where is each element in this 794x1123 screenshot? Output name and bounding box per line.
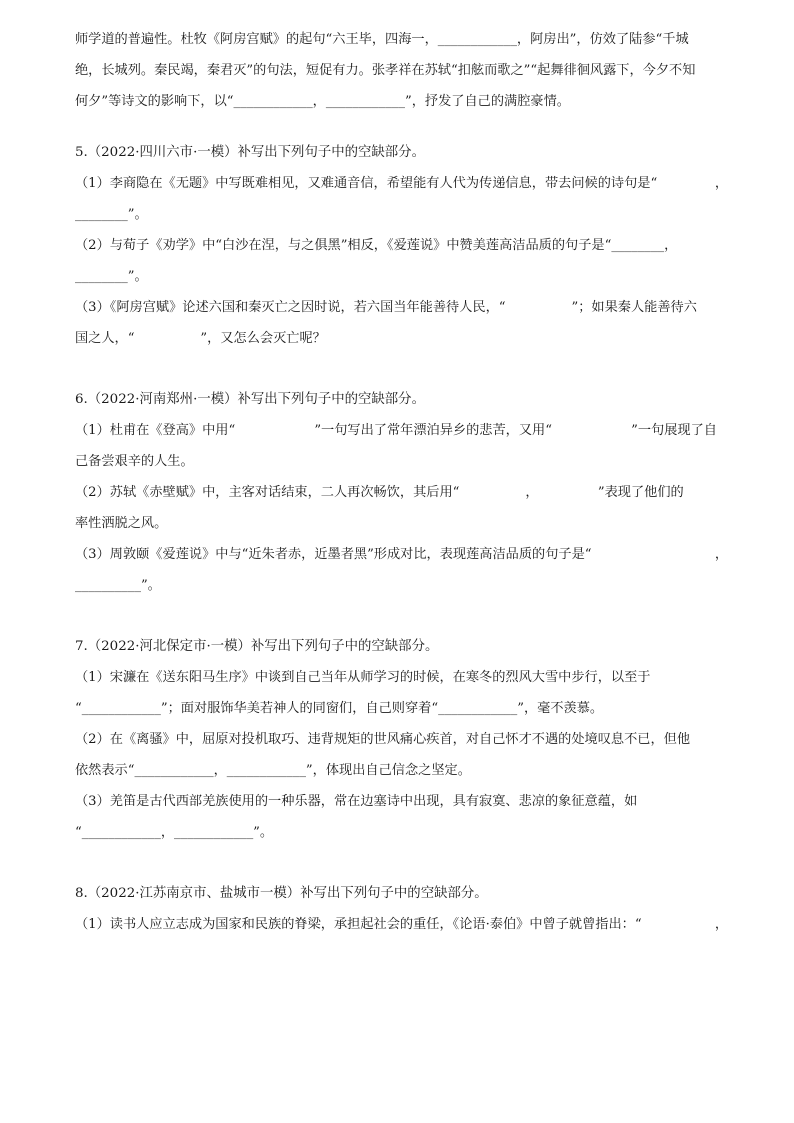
question-6-part-2-line-1: （2）苏轼《赤壁赋》中，主客对话结束，二人再次畅饮，其后用“ ， ”表现了他们的 <box>75 485 684 500</box>
question-5-part-3-line-2: 国之人，“ ”，又怎么会灭亡呢？ <box>75 331 326 346</box>
intro-line-3: 何夕”等诗文的影响下，以“____________，____________”，抒发了自己的满腔豪情。 <box>75 94 570 109</box>
intro-line-1: 师学道的普遍性。杜牧《阿房宫赋》的起句“六王毕，四海一，____________，阿房出”，仿效了陆参“千城 <box>75 32 689 47</box>
question-7-title: 7.（2022·河北保定市·一模）补写出下列句子中的空缺部分。 <box>75 639 439 654</box>
q8-p1-text: （1）读书人应立志成为国家和民族的脊梁，承担起社会的重任，《论语·泰伯》中曾子就曾指出：“ <box>75 917 642 932</box>
q6-p3-text: （3）周敦颐《爱莲说》中与“近朱者赤，近墨者黑”形成对比，表现莲高洁品质的句子是“ <box>75 547 592 562</box>
q5-p1-comma: ， <box>714 176 728 191</box>
question-5-part-1-line-2: ________”。 <box>75 207 148 222</box>
question-6-part-3-line-1 <box>75 545 728 565</box>
question-5-part-3-line-1: （3）《阿房宫赋》论述六国和秦灭亡之因时说，若六国当年能善待人民，“ ”；如果秦人能善待六 <box>75 300 697 315</box>
question-7-part-2-line-1: （2）在《离骚》中，屈原对投机取巧、违背规矩的世风痛心疾首，对自己怀才不遇的处境叹息不已，但他 <box>75 732 691 747</box>
question-6-part-3-line-2: __________”。 <box>75 578 161 593</box>
question-6-part-2-line-2: 率性洒脱之风。 <box>75 516 168 531</box>
question-8-title: 8.（2022·江苏南京市、盐城市一模）补写出下列句子中的空缺部分。 <box>75 886 488 901</box>
question-6-part-1-line-2: 己备尝艰辛的人生。 <box>75 454 194 469</box>
question-6-title: 6.（2022·河南郑州·一模）补写出下列句子中的空缺部分。 <box>75 392 425 407</box>
question-5-title: 5.（2022·四川六市·一模）补写出下列句子中的空缺部分。 <box>75 145 425 160</box>
question-5-part-2-line-1: （2）与荀子《劝学》中“白沙在涅，与之俱黑”相反，《爱莲说》中赞美莲高洁品质的句子是“________， <box>75 238 678 253</box>
question-7-part-3-line-1: （3）羌笛是古代西部羌族使用的一种乐器，常在边塞诗中出现，具有寂寞、悲凉的象征意蕴，如 <box>75 794 638 809</box>
question-6-part-1-line-1: （1）杜甫在《登高》中用“ ”一句写出了常年漂泊异乡的悲苦，又用“ ”一句展现了自 <box>75 423 717 438</box>
question-7-part-3-line-2: “____________，____________”。 <box>75 825 274 840</box>
q6-p3-comma: ， <box>714 547 728 562</box>
question-7-part-2-line-2: 依然表示“____________，____________”，体现出自己信念之坚定。 <box>75 763 471 778</box>
question-7-part-1-line-1: （1）宋濂在《送东阳马生序》中谈到自己当年从师学习的时候，在寒冬的烈风大雪中步行，以至于 <box>75 670 651 685</box>
q8-p1-comma: ， <box>714 917 728 932</box>
question-7-part-1-line-2: “____________”；面对服饰华美若神人的同窗们，自己则穿着“____________”，毫不羡慕。 <box>75 701 604 716</box>
q5-p1-text: （1）李商隐在《无题》中写既难相见，又难通音信，希望能有人代为传递信息，带去问候的诗句是“ <box>75 176 658 191</box>
question-5-part-1-line-1 <box>75 174 728 194</box>
intro-line-2: 绝，长城列。秦民竭，秦君灭”的句法，短促有力。张孝祥在苏轼“扣舷而歌之”“起舞徘徊风露下，今夕不知 <box>75 63 696 78</box>
question-5-part-2-line-2: ________”。 <box>75 269 148 284</box>
question-8-part-1-line-1 <box>75 915 728 935</box>
